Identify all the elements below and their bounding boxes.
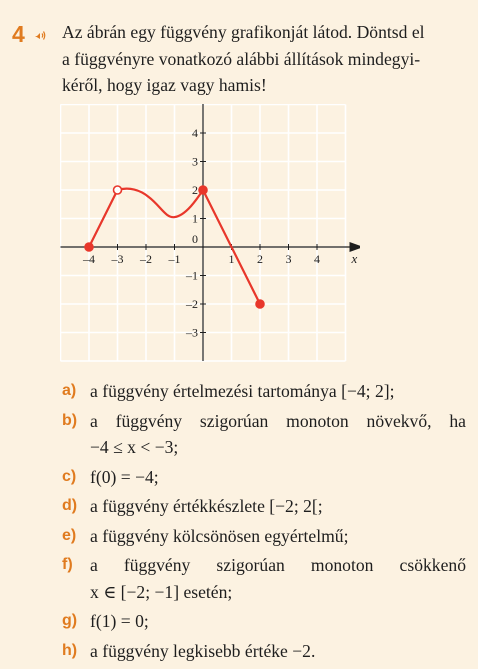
statement-label: f) xyxy=(62,556,73,573)
statement-label: d) xyxy=(62,497,78,514)
filled-point xyxy=(85,243,93,251)
statement-h xyxy=(62,638,466,665)
statement-text: a függvény értelmezési tartománya [−4; 2]; xyxy=(90,381,395,401)
x-tick-label: 4 xyxy=(314,252,320,266)
statement-text: −4 ≤ x < −3; xyxy=(90,437,179,457)
y-tick-label: 2 xyxy=(192,183,198,197)
statement-label: b) xyxy=(62,411,78,429)
statement-f xyxy=(62,552,466,605)
statement-list xyxy=(62,378,466,667)
statement-text: f(0) = −4; xyxy=(90,466,159,487)
x-axis-label: x xyxy=(351,251,358,266)
x-tick-label: 1 xyxy=(228,252,235,266)
statement-text: a függvény értékkészlete [−2; 2[; xyxy=(90,496,323,516)
x-tick-label: –2 xyxy=(140,252,152,266)
statement-label: c) xyxy=(62,467,77,485)
y-tick-label: 4 xyxy=(192,126,198,140)
function-graph xyxy=(60,104,360,366)
prompt-line: kéről, hogy igaz vagy hamis! xyxy=(62,75,267,95)
statement-e xyxy=(62,523,466,550)
statement-label: h) xyxy=(62,641,78,659)
y-tick-label: 3 xyxy=(192,154,198,169)
prompt-line: Az ábrán egy függvény grafikonját látod. Döntsd el xyxy=(62,22,425,42)
prompt-line: a függvényre vonatkozó alábbi állítások mindegyi- xyxy=(62,48,421,69)
statement-b xyxy=(62,408,466,461)
statement-text: a függvény szigorúan monoton növekvő, ha xyxy=(90,410,466,431)
statement-g xyxy=(62,608,466,635)
x-tick-label: 2 xyxy=(257,252,263,266)
y-tick-label: 1 xyxy=(192,211,198,226)
statement-label: a) xyxy=(62,382,77,399)
statement-text: a függvény szigorúan monoton csökkenő xyxy=(90,555,466,575)
filled-point xyxy=(199,186,207,194)
filled-point xyxy=(256,300,264,308)
x-tick-label: –1 xyxy=(168,252,181,266)
statement-text: a függvény kölcsönösen egyértelmű; xyxy=(90,525,349,546)
statement-c xyxy=(62,464,466,491)
x-tick-label: 3 xyxy=(285,252,292,266)
statement-text: x ∈ [−2; −1] esetén; xyxy=(90,581,233,602)
statement-d xyxy=(62,493,466,520)
y-tick-label: –1 xyxy=(186,268,198,283)
x-tick-label: –4 xyxy=(83,252,95,266)
origin-label: 0 xyxy=(192,232,198,246)
open-point xyxy=(114,186,122,194)
statement-label: e) xyxy=(62,526,77,544)
x-tick-label: –3 xyxy=(111,252,124,266)
statement-label: g) xyxy=(62,612,78,629)
statement-text: f(1) = 0; xyxy=(90,611,149,631)
audio-icon[interactable] xyxy=(33,27,47,41)
statement-a xyxy=(62,378,466,405)
y-tick-label: –2 xyxy=(186,297,198,311)
y-tick-label: –3 xyxy=(186,325,198,340)
task-number: 4 xyxy=(12,21,25,47)
task-prompt xyxy=(62,19,468,99)
statement-text: a függvény legkisebb értéke −2. xyxy=(90,640,316,661)
